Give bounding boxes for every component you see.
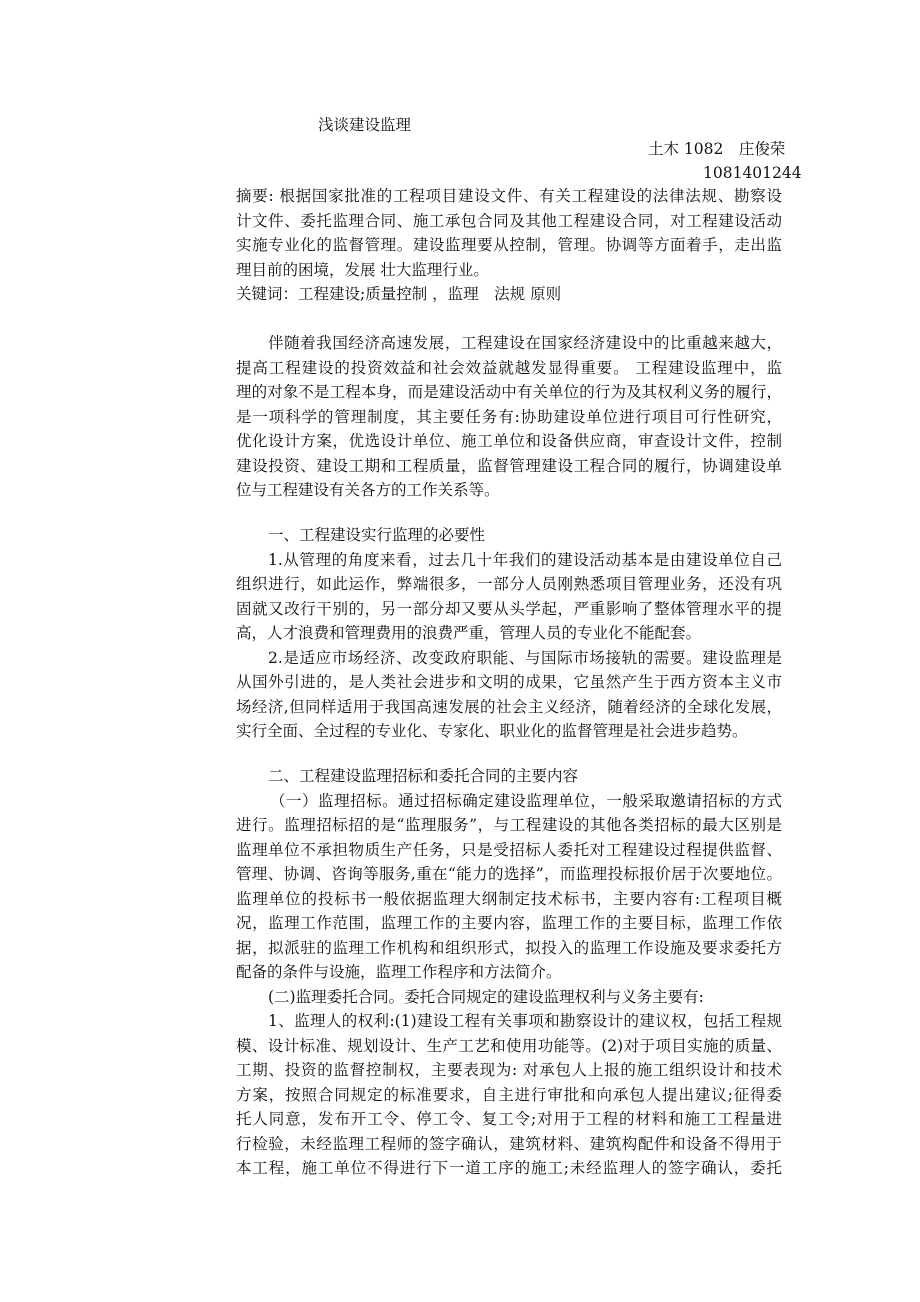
- student-id: 1081401244: [703, 164, 802, 182]
- intro-line: 建设投资、建设工期和工程质量，监督管理建设工程合同的履行，协调建设单: [236, 456, 782, 475]
- section-heading: 一、工程建设实行监理的必要性: [268, 526, 486, 544]
- section-line: 1、监理人的权利:(1)建设工程有关事项和勘察设计的建议权，包括工程规: [268, 1012, 782, 1030]
- section-line: 托人同意，发布开工令、停工令、复工令;对用于工程的材料和施工工程量进: [236, 1110, 782, 1128]
- section-line: 组织进行，如此运作，弊端很多，一部分人员刚熟悉项目管理业务，还没有巩: [236, 575, 782, 593]
- section-line: 况，监理工作范围，监理工作的主要内容，监理工作的主要目标，监理工作依: [236, 914, 782, 932]
- intro-line: 优化设计方案，优选设计单位、施工单位和设备供应商，审查设计文件，控制: [236, 432, 782, 450]
- section-line: 场经济,但同样适用于我国高速发展的社会主义经济，随着经济的全球化发展，: [236, 697, 782, 716]
- abstract-line: 理目前的困境，发展 壮大监理行业。: [236, 260, 489, 279]
- section-line: 模、设计标准、规划设计、生产工艺和使用功能等。(2)对于项目实施的质量、: [236, 1036, 782, 1055]
- document-title: 浅谈建设监理: [318, 116, 412, 134]
- section-line: 监理单位的投标书一般依据监理大纲制定技术标书，主要内容有:工程项目概: [236, 889, 782, 908]
- abstract-line: 实施专业化的监督管理。建设监理要从控制，管理。协调等方面着手，走出监: [236, 236, 782, 254]
- section-line: 方案，按照合同规定的标准要求，自主进行审批和向承包人提出建议;征得委: [236, 1085, 782, 1104]
- abstract-line: 计文件、委托监理合同、施工承包合同及其他工程建设合同，对工程建设活动: [236, 211, 782, 230]
- section-line: (二)监理委托合同。委托合同规定的建设监理权利与义务主要有:: [268, 987, 704, 1006]
- keywords-line: 关键词：工程建设;质量控制 ，监理 法规 原则: [236, 285, 562, 303]
- section-line: 据，拟派驻的监理工作机构和组织形式，拟投入的监理工作设施及要求委托方: [236, 938, 782, 957]
- intro-line: 伴随着我国经济高速发展，工程建设在国家经济建设中的比重越来越大，: [268, 334, 782, 352]
- section-line: 行检验，未经监理工程师的签字确认，建筑材料、建筑构配件和设备不得用于: [236, 1134, 782, 1153]
- abstract-line: 摘要: 根据国家批准的工程项目建设文件、有关工程建设的法律法规、勘察设: [236, 187, 782, 205]
- section-line: 高，人才浪费和管理费用的浪费严重，管理人员的专业化不能配套。: [236, 624, 702, 642]
- section-line: 管理、协调、咨询等服务,重在“能力的选择”，而监理投标报价居于次要地位。: [236, 865, 782, 883]
- intro-line: 位与工程建设有关各方的工作关系等。: [236, 481, 500, 499]
- intro-line: 是一项科学的管理制度，其主要任务有:协助建设单位进行项目可行性研究，: [236, 407, 782, 426]
- section-line: 实行全面、全过程的专业化、专家化、职业化的监督管理是社会进步趋势。: [236, 722, 748, 740]
- section-line: 进行。监理招标招的是“监理服务”，与工程建设的其他各类招标的最大区别是: [236, 816, 782, 834]
- author-line: 土木 1082 庄俊荣: [648, 140, 786, 158]
- intro-line: 理的对象不是工程本身，而是建设活动中有关单位的行为及其权利义务的履行，: [236, 383, 782, 401]
- section-line: 从国外引进的，是人类社会进步和文明的成果，它虽然产生于西方资本主义市: [236, 673, 782, 691]
- intro-line: 提高工程建设的投资效益和社会效益就越发显得重要。 工程建设监理中，监: [236, 358, 782, 377]
- section-line: （一）监理招标。通过招标确定建设监理单位，一般采取邀请招标的方式: [270, 791, 782, 810]
- section-line: 1.从管理的角度来看，过去几十年我们的建设活动基本是由建设单位自己: [268, 550, 782, 569]
- section-line: 配备的条件与设施，监理工作程序和方法简介。: [236, 963, 562, 981]
- section-line: 本工程，施工单位不得进行下一道工序的施工;未经监理人的签字确认，委托: [236, 1159, 782, 1177]
- section-line: 监理单位不承担物质生产任务，只是受招标人委托对工程建设过程提供监督、: [236, 840, 782, 859]
- section-line: 工期、投资的监督控制权，主要表现为: 对承包人上报的施工组织设计和技术: [236, 1061, 782, 1079]
- section-line: 固就又改行干别的，另一部分却又要从头学起，严重影响了整体管理水平的提: [236, 599, 782, 618]
- section-heading: 二、工程建设监理招标和委托合同的主要内容: [268, 767, 579, 785]
- section-line: 2.是适应市场经济、改变政府职能、与国际市场接轨的需要。建设监理是: [268, 648, 782, 667]
